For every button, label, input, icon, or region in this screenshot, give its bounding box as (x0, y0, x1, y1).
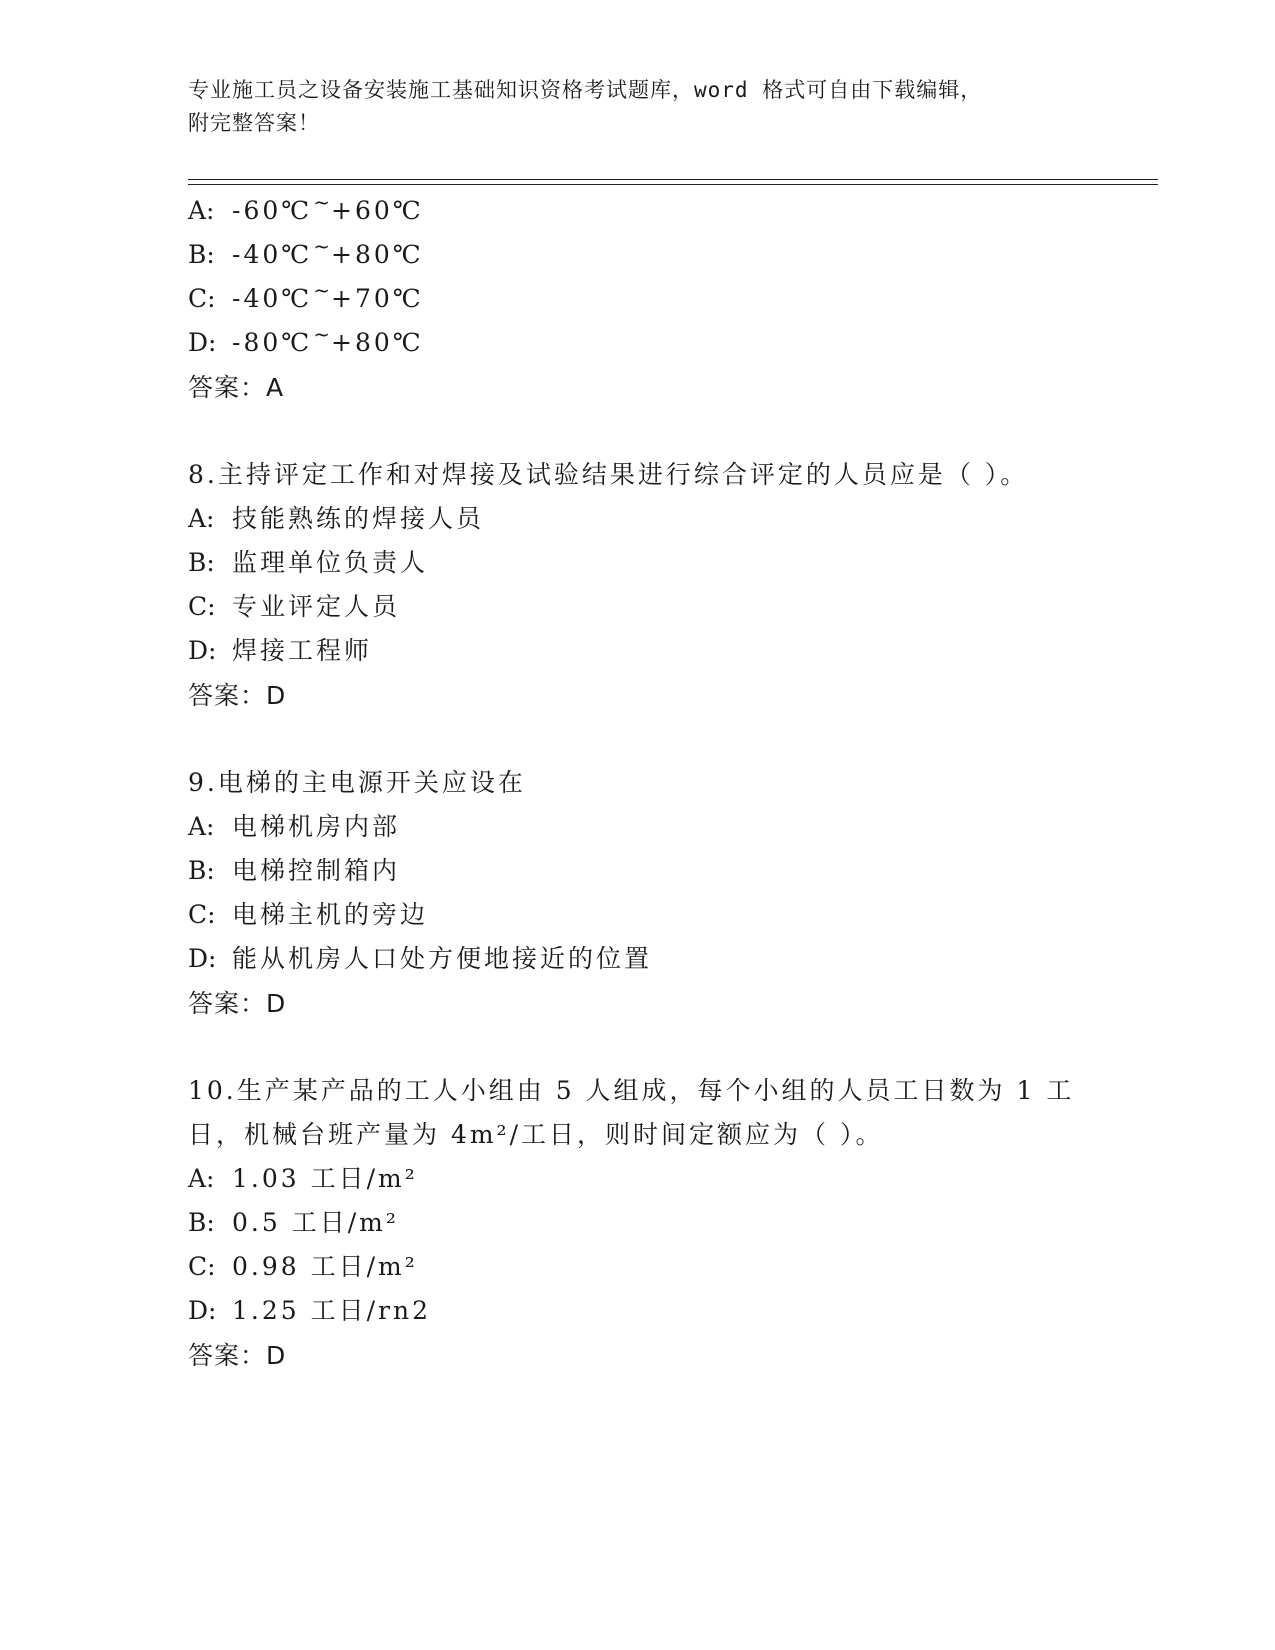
option-text: 0.98 工日/m² (232, 1252, 418, 1281)
range-separator: ~ (313, 322, 330, 346)
option-text: 0.5 工日/m² (232, 1208, 399, 1237)
header-line-2: 附完整答案！ (188, 111, 320, 135)
range-separator: ~ (313, 190, 330, 214)
range-from: -40℃ (232, 284, 313, 313)
option-text: 技能熟练的焊接人员 (232, 504, 485, 533)
q7-option-d (188, 322, 424, 359)
q7-option-a (188, 190, 424, 227)
option-text: 电梯机房内部 (232, 812, 401, 841)
option-text: 能从机房人口处方便地接近的位置 (232, 944, 653, 973)
q8-option-b (188, 548, 428, 578)
option-label: C: (188, 592, 216, 621)
option-label: B: (188, 856, 215, 885)
q8-option-a (188, 504, 484, 534)
option-text: 1.03 工日/m² (232, 1164, 418, 1193)
range-to: +70℃ (331, 284, 424, 313)
option-label: D: (188, 1296, 217, 1325)
q10-option-a (188, 1164, 418, 1194)
range-to: +60℃ (331, 196, 424, 225)
option-label: C: (188, 1252, 216, 1281)
option-label: D: (188, 944, 217, 973)
option-label: A: (188, 1164, 215, 1193)
header-rule-top (188, 179, 1158, 180)
q8-answer: 答案：D (188, 681, 287, 710)
q9-option-c (188, 900, 428, 930)
option-label: C: (188, 284, 216, 313)
q9-option-d (188, 944, 652, 974)
option-text: 专业评定人员 (232, 592, 401, 621)
option-text: 电梯主机的旁边 (232, 900, 429, 929)
range-from: -40℃ (232, 240, 313, 269)
q10-option-d (188, 1296, 431, 1326)
document-header (188, 74, 1088, 140)
range-to: +80℃ (331, 328, 424, 357)
range-from: -80℃ (232, 328, 313, 357)
header-line-1: 专业施工员之设备安装施工基础知识资格考试题库，word 格式可自由下载编辑， (188, 78, 983, 102)
q8-stem: 8.主持评定工作和对焊接及试验结果进行综合评定的人员应是（ ）。 (188, 460, 1029, 489)
q7-option-c (188, 278, 424, 315)
q10-option-b (188, 1208, 399, 1238)
option-label: B: (188, 1208, 215, 1237)
option-text: 焊接工程师 (232, 636, 373, 665)
option-label: D: (188, 636, 217, 665)
q10-answer: 答案：D (188, 1341, 287, 1370)
range-separator: ~ (313, 278, 330, 302)
q7-answer: 答案：A (188, 373, 285, 402)
option-label: A: (188, 196, 215, 225)
q9-option-a (188, 812, 400, 842)
option-label: D: (188, 328, 217, 357)
option-label: B: (188, 548, 215, 577)
option-label: C: (188, 900, 216, 929)
option-label: A: (188, 812, 215, 841)
range-from: -60℃ (232, 196, 313, 225)
option-label: A: (188, 504, 215, 533)
q7-option-b (188, 234, 424, 271)
option-text: 监理单位负责人 (232, 548, 429, 577)
q10-stem-line-1: 10.生产某产品的工人小组由 5 人组成，每个小组的人员工日数为 1 工 (188, 1076, 1075, 1105)
q10-option-c (188, 1252, 418, 1282)
range-to: +80℃ (331, 240, 424, 269)
option-text: 电梯控制箱内 (232, 856, 401, 885)
q10-stem-line-2: 日，机械台班产量为 4m²/工日，则时间定额应为（ ）。 (188, 1120, 884, 1149)
option-label: B: (188, 240, 215, 269)
header-rule-bottom (188, 184, 1158, 185)
q8-option-c (188, 592, 400, 622)
q9-answer: 答案：D (188, 989, 287, 1018)
q9-stem: 9.电梯的主电源开关应设在 (188, 768, 526, 797)
range-separator: ~ (313, 234, 330, 258)
q8-option-d (188, 636, 372, 666)
option-text: 1.25 工日/rn2 (232, 1296, 431, 1325)
q9-option-b (188, 856, 400, 886)
